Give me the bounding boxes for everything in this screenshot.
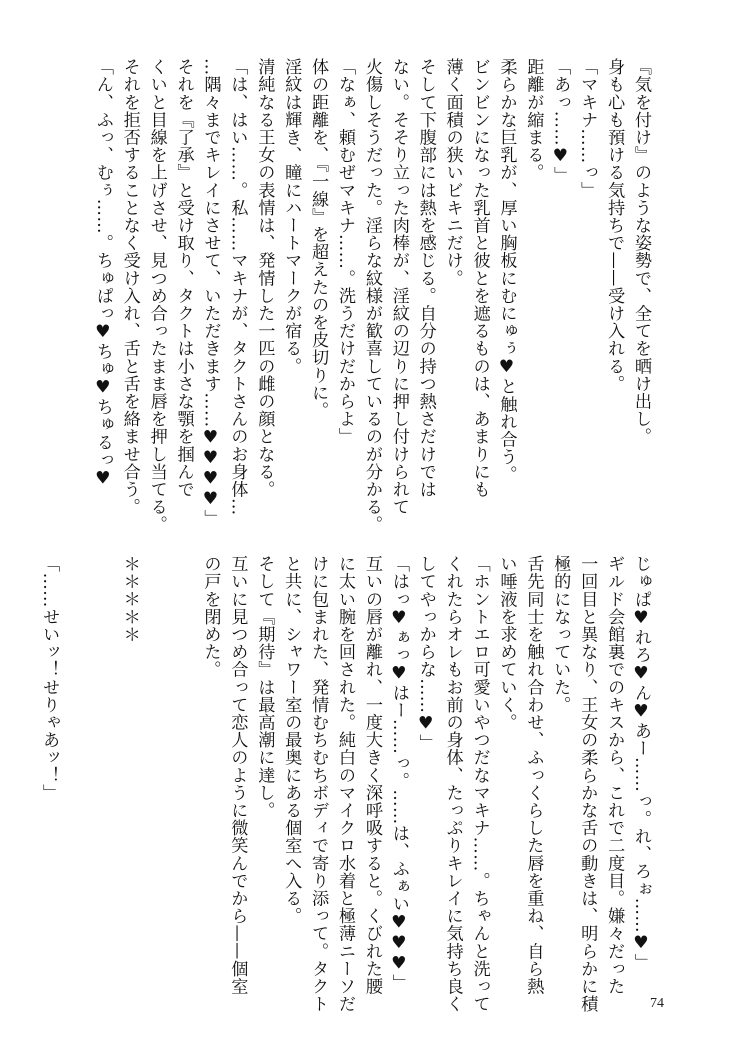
text-line: くいと目線を上げさせ、見つめ合ったまま唇を押し当てる。 [146,58,167,534]
top-text-block [89,58,654,534]
text-line: 舌先同士を触れ合わせ、ふっくらした唇を重ね、自ら熱 [523,555,544,995]
text-line: 「あっ……♥」 [550,58,571,184]
text-line [89,555,116,985]
text-line: …隅々までキレイにさせて、いただきます……♥♥♥♥」 [200,58,221,527]
text-line: と共に、シャワー室の最奥にある個室へ入る。 [281,555,302,925]
text-line: 「は、はい……。私……マキナが、タクトさんのお身体… [227,58,248,516]
text-line [62,555,89,985]
text-line: 一回目と異なり、王女の柔らかな舌の動きは、明らかに積 [577,555,598,1013]
text-line: 極的になっていた。 [550,555,571,714]
bottom-text-block [35,555,654,1013]
text-line: ギルド会館裏でのキスから、これで二度目。嫌々だった [604,555,625,995]
text-line: ビンビンになった乳首と彼とを遮るものは、あまりにも [469,58,490,498]
text-line: じゅぱ♥れろ♥ん♥あー……っ。れ、ろぉ……♥」 [631,555,651,971]
text-line: に太い腕を回された。純白のマイクロ水着と極薄ニーソだ [335,555,356,1013]
page-number: 74 [650,996,664,1011]
text-line: 火傷しそうだった。淫らな紋様が歓喜しているのが分かる。 [361,58,382,534]
text-line: けに包まれた、発情むちむちボディで寄り添って。タクト [308,555,329,1013]
text-line: 体の距離を、『一線』を超えたのを皮切りに。 [308,58,329,419]
text-line [143,555,170,985]
text-line: 清純なる王女の表情は、発情した一匹の雌の顔となる。 [254,58,275,498]
text-line: 「ん、ふっ、むぅ……。ちゅぱっ♥ちゅ♥ちゅるっ♥ [92,58,113,489]
text-line: そして『期待』は最高潮に達し。 [254,555,275,819]
text-line: ＊＊＊＊＊ [119,555,140,643]
text-line: の戸を閉めた。 [200,555,221,679]
text-line: くれたらオレもお前の身体、たっぷりキレイに気持ち良く [442,555,463,1013]
text-line: してやっからな……♥」 [415,555,436,752]
text-line: 互いに見つめ合って恋人のように微笑んでから——個室 [227,555,248,995]
text-line: それを拒否することなく受け入れ、舌と舌を絡ませ合う。 [119,58,140,516]
text-line: 「はっ♥ぁっ♥はー……っ。……は、ふぁい♥♥♥」 [388,555,409,992]
text-line: い唾液を求めていく。 [496,555,517,731]
text-line: 『気を付け』のような姿勢で、全てを晒け出し。 [631,58,651,446]
text-line: そして下腹部には熱を感じる。自分の持つ熱さだけでは [415,58,436,498]
text-line: 「なぁ、頼むぜマキナ……。洗うだけだからよ」 [335,58,356,446]
text-line: ない。そそり立った肉棒が、淫紋の辺りに押し付けられて [388,58,409,516]
text-line: 互いの唇が離れ、一度大きく深呼吸すると。くびれた腰 [361,555,382,995]
text-line [170,555,197,985]
text-line: 距離が縮まる。 [523,58,544,182]
text-line: 柔らかな巨乳が、厚い胸板にむにゅぅ♥と触れ合う。 [496,58,517,484]
text-line: 淫紋は輝き、瞳にハートマークが宿る。 [281,58,302,375]
text-line: 「ホントエロ可愛いやつだなマキナ……。ちゃんと洗って [469,555,490,1013]
text-line: 「……せいッ！せりゃあッ！」 [39,555,60,802]
text-line: それを『了承』と受け取り、タクトは小さな顎を掴んで [173,58,194,498]
text-line: 薄く面積の狭いビキニだけ。 [442,58,463,287]
text-line: 身も心も預ける気持ちで——受け入れる。 [604,58,625,393]
text-line: 「マキナ……っ」 [577,58,598,199]
